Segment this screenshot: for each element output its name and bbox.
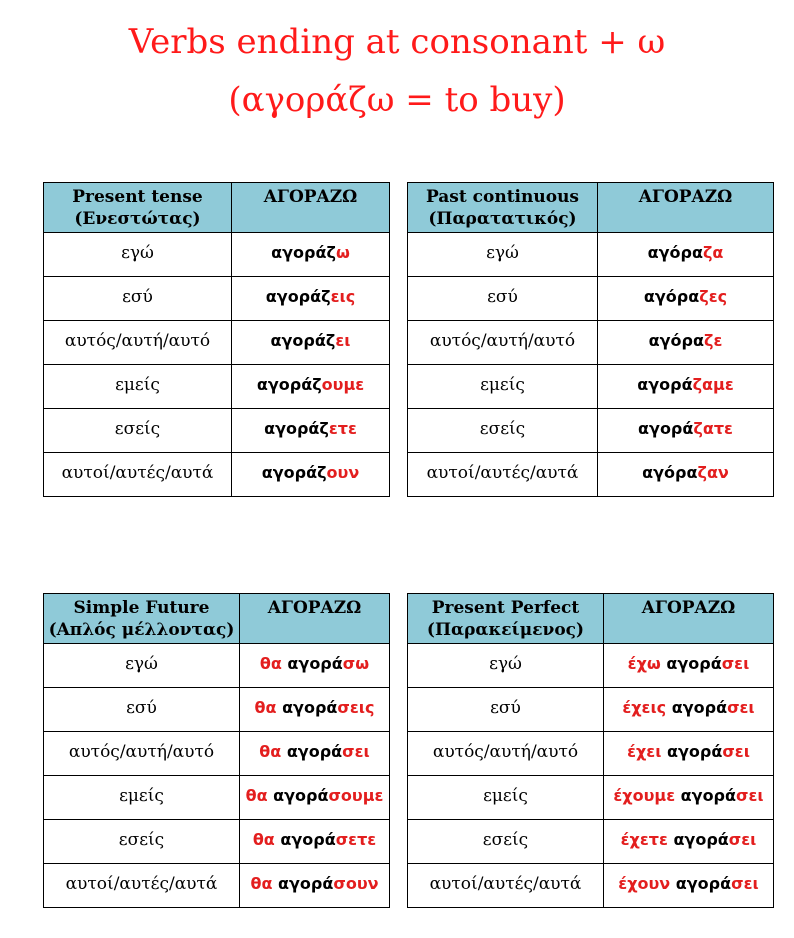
verb-form-cell bbox=[240, 864, 390, 908]
verb-stem: αγοράζ bbox=[261, 463, 327, 482]
verb-ending: σει bbox=[342, 742, 370, 761]
table-row bbox=[44, 820, 390, 864]
auxiliary: έχει bbox=[627, 742, 667, 761]
verb-form-cell bbox=[232, 277, 390, 321]
verb-form-cell bbox=[232, 409, 390, 453]
pronoun-cell: εμείς bbox=[44, 776, 240, 820]
table-row bbox=[408, 732, 774, 776]
verb-header: ΑΓΟΡΑΖΩ bbox=[232, 183, 390, 233]
page-subtitle: (αγοράζω = to buy) bbox=[228, 80, 566, 120]
verb-ending: σει bbox=[731, 874, 759, 893]
verb-form-cell bbox=[240, 776, 390, 820]
table-row bbox=[408, 864, 774, 908]
table-row bbox=[408, 365, 774, 409]
verb-ending: σει bbox=[727, 698, 755, 717]
verb-stem: αγορά bbox=[638, 419, 694, 438]
tense-name: Past continuous bbox=[425, 187, 580, 207]
auxiliary: έχουν bbox=[618, 874, 676, 893]
auxiliary: θα bbox=[259, 742, 287, 761]
verb-ending: ζαν bbox=[697, 463, 729, 482]
verb-ending: ζαμε bbox=[692, 375, 734, 394]
verb-form-cell bbox=[604, 644, 774, 688]
pronoun-cell: εγώ bbox=[408, 644, 604, 688]
auxiliary: έχετε bbox=[620, 830, 674, 849]
verb-form-cell bbox=[240, 820, 390, 864]
verb-ending: σω bbox=[342, 654, 370, 673]
tense-greek-name: (Παρατατικός) bbox=[428, 209, 577, 229]
tense-header bbox=[44, 594, 240, 644]
table-row bbox=[44, 644, 390, 688]
table-row bbox=[408, 277, 774, 321]
verb-ending: ζατε bbox=[693, 419, 733, 438]
verb-form-cell bbox=[604, 688, 774, 732]
pronoun-cell: εγώ bbox=[408, 233, 598, 277]
verb-stem: αγόρα bbox=[648, 331, 704, 350]
verb-form-cell bbox=[604, 732, 774, 776]
table-row bbox=[44, 365, 390, 409]
verb-ending: ετε bbox=[328, 419, 357, 438]
verb-ending: ει bbox=[335, 331, 351, 350]
tense-header bbox=[408, 183, 598, 233]
verb-form-cell bbox=[604, 776, 774, 820]
table-row bbox=[44, 732, 390, 776]
verb-stem: αγοράζ bbox=[270, 331, 336, 350]
verb-ending: σει bbox=[722, 742, 750, 761]
verb-stem: αγορά bbox=[673, 830, 729, 849]
verb-form-cell bbox=[598, 277, 774, 321]
verb-ending: ουμε bbox=[321, 375, 365, 394]
verb-ending: εις bbox=[330, 287, 356, 306]
verb-form-cell bbox=[240, 732, 390, 776]
auxiliary: θα bbox=[250, 874, 279, 893]
pronoun-cell: αυτοί/αυτές/αυτά bbox=[44, 864, 240, 908]
verb-ending: σεις bbox=[337, 698, 375, 717]
table-row bbox=[408, 776, 774, 820]
verb-form-cell bbox=[232, 453, 390, 497]
verb-stem: αγορά bbox=[675, 874, 732, 893]
simple-future-table bbox=[43, 593, 390, 908]
pronoun-cell: εσείς bbox=[408, 409, 598, 453]
tense-header bbox=[44, 183, 232, 233]
verb-header: ΑΓΟΡΑΖΩ bbox=[604, 594, 774, 644]
table-row bbox=[408, 820, 774, 864]
verb-stem: αγορά bbox=[286, 742, 343, 761]
verb-form-cell bbox=[232, 233, 390, 277]
verb-header: ΑΓΟΡΑΖΩ bbox=[240, 594, 390, 644]
table-row bbox=[44, 233, 390, 277]
tense-greek-name: (Παρακείμενος) bbox=[426, 620, 585, 640]
auxiliary: θα bbox=[245, 786, 274, 805]
tense-name: Simple Future bbox=[73, 598, 210, 618]
tense-name: Present tense bbox=[72, 187, 203, 207]
verb-stem: αγόρα bbox=[642, 463, 698, 482]
verb-stem: αγοράζ bbox=[265, 287, 331, 306]
pronoun-cell: εσύ bbox=[44, 688, 240, 732]
verb-stem: αγορά bbox=[280, 830, 336, 849]
table-row bbox=[44, 409, 390, 453]
present-tense-table bbox=[43, 182, 390, 497]
verb-ending: ζα bbox=[702, 243, 724, 262]
table-row bbox=[44, 864, 390, 908]
pronoun-cell: αυτός/αυτή/αυτό bbox=[44, 732, 240, 776]
verb-ending: ουν bbox=[326, 463, 360, 482]
auxiliary: έχω bbox=[627, 654, 667, 673]
auxiliary: έχουμε bbox=[613, 786, 681, 805]
tense-header bbox=[408, 594, 604, 644]
verb-stem: αγορά bbox=[282, 698, 338, 717]
verb-form-cell bbox=[232, 365, 390, 409]
table-row bbox=[408, 453, 774, 497]
verb-form-cell bbox=[604, 864, 774, 908]
table-row bbox=[44, 453, 390, 497]
tense-greek-name: (Απλός μέλλοντας) bbox=[48, 620, 235, 640]
verb-ending: ζε bbox=[703, 331, 723, 350]
pronoun-cell: αυτός/αυτή/αυτό bbox=[44, 321, 232, 365]
pronoun-cell: εσύ bbox=[44, 277, 232, 321]
tense-greek-name: (Ενεστώτας) bbox=[74, 209, 201, 229]
verb-form-cell bbox=[240, 644, 390, 688]
pronoun-cell: εσείς bbox=[44, 409, 232, 453]
verb-stem: αγορά bbox=[278, 874, 334, 893]
verb-ending: σουν bbox=[333, 874, 379, 893]
table-row bbox=[44, 277, 390, 321]
verb-stem: αγοράζ bbox=[256, 375, 322, 394]
verb-stem: αγοράζ bbox=[271, 243, 336, 262]
verb-ending: ω bbox=[335, 243, 350, 262]
verb-stem: αγορά bbox=[671, 698, 728, 717]
pronoun-cell: εσύ bbox=[408, 277, 598, 321]
pronoun-cell: εσείς bbox=[44, 820, 240, 864]
pronoun-cell: εμείς bbox=[44, 365, 232, 409]
verb-form-cell bbox=[598, 233, 774, 277]
verb-form-cell bbox=[240, 688, 390, 732]
verb-ending: ζες bbox=[699, 287, 728, 306]
auxiliary: θα bbox=[254, 698, 283, 717]
pronoun-cell: αυτοί/αυτές/αυτά bbox=[44, 453, 232, 497]
verb-ending: σει bbox=[736, 786, 764, 805]
table-row bbox=[408, 644, 774, 688]
pronoun-cell: αυτοί/αυτές/αυτά bbox=[408, 864, 604, 908]
auxiliary: θα bbox=[259, 654, 288, 673]
verb-form-cell bbox=[232, 321, 390, 365]
pronoun-cell: αυτός/αυτή/αυτό bbox=[408, 321, 598, 365]
pronoun-cell: αυτοί/αυτές/αυτά bbox=[408, 453, 598, 497]
tense-name: Present Perfect bbox=[431, 598, 580, 618]
verb-form-cell bbox=[598, 409, 774, 453]
verb-stem: αγορά bbox=[666, 654, 722, 673]
table-row bbox=[408, 688, 774, 732]
auxiliary: έχεις bbox=[622, 698, 672, 717]
verb-stem: αγορά bbox=[273, 786, 329, 805]
verb-header: ΑΓΟΡΑΖΩ bbox=[598, 183, 774, 233]
pronoun-cell: εγώ bbox=[44, 644, 240, 688]
verb-form-cell bbox=[598, 321, 774, 365]
verb-form-cell bbox=[598, 453, 774, 497]
table-row bbox=[44, 321, 390, 365]
pronoun-cell: αυτός/αυτή/αυτό bbox=[408, 732, 604, 776]
pronoun-cell: εσείς bbox=[408, 820, 604, 864]
pronoun-cell: εμείς bbox=[408, 776, 604, 820]
pronoun-cell: εμείς bbox=[408, 365, 598, 409]
verb-stem: αγόρα bbox=[643, 287, 700, 306]
verb-ending: σετε bbox=[335, 830, 377, 849]
verb-form-cell bbox=[598, 365, 774, 409]
verb-stem: αγορά bbox=[680, 786, 736, 805]
verb-stem: αγορά bbox=[287, 654, 343, 673]
table-row bbox=[408, 233, 774, 277]
pronoun-cell: εσύ bbox=[408, 688, 604, 732]
auxiliary: θα bbox=[252, 830, 281, 849]
verb-ending: σουμε bbox=[328, 786, 384, 805]
verb-stem: αγόρα bbox=[647, 243, 703, 262]
verb-stem: αγοράζ bbox=[264, 419, 329, 438]
past-continuous-table bbox=[407, 182, 774, 497]
table-row bbox=[408, 321, 774, 365]
verb-stem: αγορά bbox=[667, 742, 723, 761]
verb-stem: αγορά bbox=[637, 375, 693, 394]
present-perfect-table bbox=[407, 593, 774, 908]
verb-ending: σει bbox=[721, 654, 750, 673]
table-row bbox=[408, 409, 774, 453]
page-title: Verbs ending at consonant + ω bbox=[128, 22, 666, 62]
table-row bbox=[44, 688, 390, 732]
pronoun-cell: εγώ bbox=[44, 233, 232, 277]
verb-ending: σει bbox=[728, 830, 757, 849]
verb-form-cell bbox=[604, 820, 774, 864]
table-row bbox=[44, 776, 390, 820]
